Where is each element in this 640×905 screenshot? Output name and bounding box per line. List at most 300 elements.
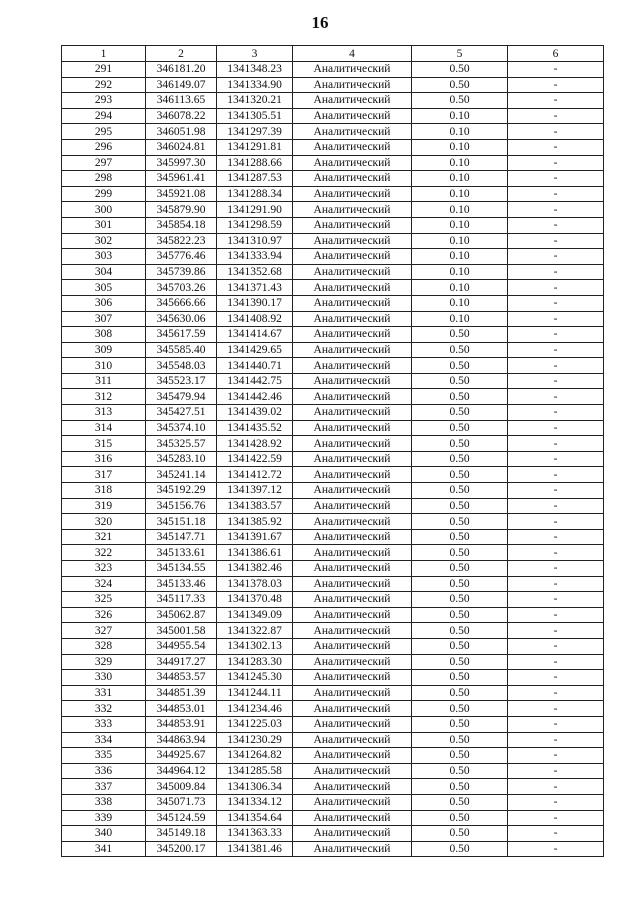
- y-coordinate-cell: 1341302.13: [217, 638, 293, 654]
- table-row: [62, 186, 604, 202]
- method-cell: Аналитический: [293, 685, 412, 701]
- x-coordinate-cell: 345134.55: [146, 561, 217, 577]
- x-coordinate-cell: 346149.07: [146, 77, 217, 93]
- y-coordinate-cell: 1341305.51: [217, 108, 293, 124]
- accuracy-cell: 0.10: [412, 264, 508, 280]
- header-cell-6: 6: [508, 46, 604, 62]
- note-cell: -: [508, 280, 604, 296]
- table-row: [62, 217, 604, 233]
- y-coordinate-cell: 1341334.12: [217, 794, 293, 810]
- point-number-cell: 324: [62, 576, 146, 592]
- method-cell: Аналитический: [293, 373, 412, 389]
- point-number-cell: 309: [62, 342, 146, 358]
- x-coordinate-cell: 344964.12: [146, 763, 217, 779]
- note-cell: -: [508, 249, 604, 265]
- note-cell: -: [508, 498, 604, 514]
- x-coordinate-cell: 345001.58: [146, 623, 217, 639]
- accuracy-cell: 0.10: [412, 139, 508, 155]
- accuracy-cell: 0.50: [412, 561, 508, 577]
- table-row: [62, 295, 604, 311]
- point-number-cell: 322: [62, 545, 146, 561]
- table-row: [62, 498, 604, 514]
- point-number-cell: 330: [62, 670, 146, 686]
- y-coordinate-cell: 1341440.71: [217, 358, 293, 374]
- x-coordinate-cell: 345147.71: [146, 529, 217, 545]
- x-coordinate-cell: 345523.17: [146, 373, 217, 389]
- x-coordinate-cell: 345071.73: [146, 794, 217, 810]
- point-number-cell: 293: [62, 93, 146, 109]
- point-number-cell: 340: [62, 826, 146, 842]
- table-row: [62, 249, 604, 265]
- y-coordinate-cell: 1341408.92: [217, 311, 293, 327]
- point-number-cell: 301: [62, 217, 146, 233]
- table-row: [62, 436, 604, 452]
- x-coordinate-cell: 345666.66: [146, 295, 217, 311]
- note-cell: -: [508, 202, 604, 218]
- method-cell: Аналитический: [293, 295, 412, 311]
- note-cell: -: [508, 826, 604, 842]
- x-coordinate-cell: 345630.06: [146, 311, 217, 327]
- note-cell: -: [508, 545, 604, 561]
- y-coordinate-cell: 1341381.46: [217, 841, 293, 857]
- accuracy-cell: 0.50: [412, 405, 508, 421]
- method-cell: Аналитический: [293, 139, 412, 155]
- note-cell: -: [508, 670, 604, 686]
- accuracy-cell: 0.50: [412, 670, 508, 686]
- note-cell: -: [508, 342, 604, 358]
- accuracy-cell: 0.50: [412, 545, 508, 561]
- point-number-cell: 300: [62, 202, 146, 218]
- table-row: [62, 327, 604, 343]
- method-cell: Аналитический: [293, 841, 412, 857]
- accuracy-cell: 0.50: [412, 327, 508, 343]
- y-coordinate-cell: 1341442.75: [217, 373, 293, 389]
- x-coordinate-cell: 345479.94: [146, 389, 217, 405]
- x-coordinate-cell: 345124.59: [146, 810, 217, 826]
- y-coordinate-cell: 1341320.21: [217, 93, 293, 109]
- table-row: [62, 108, 604, 124]
- y-coordinate-cell: 1341349.09: [217, 607, 293, 623]
- point-number-cell: 320: [62, 514, 146, 530]
- point-number-cell: 336: [62, 763, 146, 779]
- accuracy-cell: 0.50: [412, 701, 508, 717]
- method-cell: Аналитический: [293, 233, 412, 249]
- note-cell: -: [508, 420, 604, 436]
- accuracy-cell: 0.50: [412, 607, 508, 623]
- point-number-cell: 298: [62, 171, 146, 187]
- table-row: [62, 420, 604, 436]
- table-row: [62, 810, 604, 826]
- point-number-cell: 292: [62, 77, 146, 93]
- accuracy-cell: 0.50: [412, 77, 508, 93]
- point-number-cell: 318: [62, 483, 146, 499]
- point-number-cell: 323: [62, 561, 146, 577]
- accuracy-cell: 0.50: [412, 62, 508, 78]
- y-coordinate-cell: 1341287.53: [217, 171, 293, 187]
- y-coordinate-cell: 1341264.82: [217, 748, 293, 764]
- method-cell: Аналитический: [293, 436, 412, 452]
- y-coordinate-cell: 1341334.90: [217, 77, 293, 93]
- x-coordinate-cell: 344853.57: [146, 670, 217, 686]
- point-number-cell: 319: [62, 498, 146, 514]
- table-row: [62, 139, 604, 155]
- point-number-cell: 306: [62, 295, 146, 311]
- table-row: [62, 716, 604, 732]
- note-cell: -: [508, 62, 604, 78]
- x-coordinate-cell: 345997.30: [146, 155, 217, 171]
- point-number-cell: 313: [62, 405, 146, 421]
- note-cell: -: [508, 124, 604, 140]
- accuracy-cell: 0.50: [412, 638, 508, 654]
- x-coordinate-cell: 346051.98: [146, 124, 217, 140]
- accuracy-cell: 0.10: [412, 155, 508, 171]
- note-cell: -: [508, 716, 604, 732]
- point-number-cell: 297: [62, 155, 146, 171]
- note-cell: -: [508, 389, 604, 405]
- accuracy-cell: 0.50: [412, 623, 508, 639]
- point-number-cell: 339: [62, 810, 146, 826]
- point-number-cell: 302: [62, 233, 146, 249]
- x-coordinate-cell: 345192.29: [146, 483, 217, 499]
- method-cell: Аналитический: [293, 155, 412, 171]
- note-cell: -: [508, 514, 604, 530]
- x-coordinate-cell: 345241.14: [146, 467, 217, 483]
- method-cell: Аналитический: [293, 561, 412, 577]
- x-coordinate-cell: 345374.10: [146, 420, 217, 436]
- table-row: [62, 592, 604, 608]
- method-cell: Аналитический: [293, 467, 412, 483]
- x-coordinate-cell: 345739.86: [146, 264, 217, 280]
- x-coordinate-cell: 345200.17: [146, 841, 217, 857]
- method-cell: Аналитический: [293, 638, 412, 654]
- note-cell: -: [508, 139, 604, 155]
- note-cell: -: [508, 217, 604, 233]
- point-number-cell: 314: [62, 420, 146, 436]
- accuracy-cell: 0.50: [412, 685, 508, 701]
- y-coordinate-cell: 1341363.33: [217, 826, 293, 842]
- table-row: [62, 405, 604, 421]
- accuracy-cell: 0.10: [412, 217, 508, 233]
- accuracy-cell: 0.50: [412, 93, 508, 109]
- accuracy-cell: 0.10: [412, 108, 508, 124]
- table-row: [62, 373, 604, 389]
- y-coordinate-cell: 1341298.59: [217, 217, 293, 233]
- y-coordinate-cell: 1341428.92: [217, 436, 293, 452]
- accuracy-cell: 0.50: [412, 732, 508, 748]
- note-cell: -: [508, 763, 604, 779]
- table-row: [62, 233, 604, 249]
- point-number-cell: 325: [62, 592, 146, 608]
- note-cell: -: [508, 295, 604, 311]
- table-row: [62, 77, 604, 93]
- y-coordinate-cell: 1341288.34: [217, 186, 293, 202]
- table-row: [62, 670, 604, 686]
- accuracy-cell: 0.50: [412, 436, 508, 452]
- point-number-cell: 333: [62, 716, 146, 732]
- x-coordinate-cell: 345776.46: [146, 249, 217, 265]
- table-row: [62, 93, 604, 109]
- table-row: [62, 62, 604, 78]
- table-row: [62, 826, 604, 842]
- method-cell: Аналитический: [293, 124, 412, 140]
- note-cell: -: [508, 358, 604, 374]
- header-cell-2: 2: [146, 46, 217, 62]
- note-cell: -: [508, 373, 604, 389]
- x-coordinate-cell: 345325.57: [146, 436, 217, 452]
- note-cell: -: [508, 638, 604, 654]
- point-number-cell: 305: [62, 280, 146, 296]
- note-cell: -: [508, 483, 604, 499]
- y-coordinate-cell: 1341414.67: [217, 327, 293, 343]
- y-coordinate-cell: 1341285.58: [217, 763, 293, 779]
- note-cell: -: [508, 108, 604, 124]
- note-cell: -: [508, 779, 604, 795]
- accuracy-cell: 0.10: [412, 233, 508, 249]
- accuracy-cell: 0.10: [412, 311, 508, 327]
- x-coordinate-cell: 345961.41: [146, 171, 217, 187]
- method-cell: Аналитический: [293, 529, 412, 545]
- table-row: [62, 607, 604, 623]
- y-coordinate-cell: 1341225.03: [217, 716, 293, 732]
- note-cell: -: [508, 155, 604, 171]
- method-cell: Аналитический: [293, 171, 412, 187]
- point-number-cell: 296: [62, 139, 146, 155]
- note-cell: -: [508, 467, 604, 483]
- accuracy-cell: 0.50: [412, 841, 508, 857]
- method-cell: Аналитический: [293, 483, 412, 499]
- note-cell: -: [508, 748, 604, 764]
- x-coordinate-cell: 345151.18: [146, 514, 217, 530]
- note-cell: -: [508, 810, 604, 826]
- note-cell: -: [508, 607, 604, 623]
- y-coordinate-cell: 1341306.34: [217, 779, 293, 795]
- y-coordinate-cell: 1341348.23: [217, 62, 293, 78]
- accuracy-cell: 0.50: [412, 748, 508, 764]
- point-number-cell: 304: [62, 264, 146, 280]
- method-cell: Аналитический: [293, 77, 412, 93]
- point-number-cell: 334: [62, 732, 146, 748]
- accuracy-cell: 0.10: [412, 124, 508, 140]
- x-coordinate-cell: 345548.03: [146, 358, 217, 374]
- x-coordinate-cell: 345149.18: [146, 826, 217, 842]
- y-coordinate-cell: 1341354.64: [217, 810, 293, 826]
- table-row: [62, 124, 604, 140]
- note-cell: -: [508, 732, 604, 748]
- y-coordinate-cell: 1341385.92: [217, 514, 293, 530]
- accuracy-cell: 0.50: [412, 810, 508, 826]
- x-coordinate-cell: 345879.90: [146, 202, 217, 218]
- y-coordinate-cell: 1341283.30: [217, 654, 293, 670]
- y-coordinate-cell: 1341310.97: [217, 233, 293, 249]
- table-row: [62, 514, 604, 530]
- method-cell: Аналитический: [293, 311, 412, 327]
- method-cell: Аналитический: [293, 451, 412, 467]
- point-number-cell: 326: [62, 607, 146, 623]
- table-row: [62, 202, 604, 218]
- x-coordinate-cell: 345921.08: [146, 186, 217, 202]
- point-number-cell: 338: [62, 794, 146, 810]
- accuracy-cell: 0.50: [412, 451, 508, 467]
- point-number-cell: 310: [62, 358, 146, 374]
- point-number-cell: 321: [62, 529, 146, 545]
- point-number-cell: 299: [62, 186, 146, 202]
- page-number: 16: [311, 13, 329, 32]
- note-cell: -: [508, 701, 604, 717]
- table-row: [62, 748, 604, 764]
- header-cell-3: 3: [217, 46, 293, 62]
- point-number-cell: 308: [62, 327, 146, 343]
- y-coordinate-cell: 1341383.57: [217, 498, 293, 514]
- point-number-cell: 332: [62, 701, 146, 717]
- point-number-cell: 331: [62, 685, 146, 701]
- table-row: [62, 529, 604, 545]
- accuracy-cell: 0.50: [412, 342, 508, 358]
- point-number-cell: 295: [62, 124, 146, 140]
- note-cell: -: [508, 623, 604, 639]
- y-coordinate-cell: 1341382.46: [217, 561, 293, 577]
- table-row: [62, 561, 604, 577]
- method-cell: Аналитический: [293, 592, 412, 608]
- method-cell: Аналитический: [293, 186, 412, 202]
- method-cell: Аналитический: [293, 732, 412, 748]
- x-coordinate-cell: 345133.61: [146, 545, 217, 561]
- table-row: [62, 638, 604, 654]
- y-coordinate-cell: 1341352.68: [217, 264, 293, 280]
- accuracy-cell: 0.50: [412, 576, 508, 592]
- y-coordinate-cell: 1341291.90: [217, 202, 293, 218]
- table-body: [62, 46, 604, 857]
- y-coordinate-cell: 1341390.17: [217, 295, 293, 311]
- x-coordinate-cell: 344925.67: [146, 748, 217, 764]
- accuracy-cell: 0.50: [412, 654, 508, 670]
- table-row: [62, 763, 604, 779]
- table-row: [62, 264, 604, 280]
- method-cell: Аналитический: [293, 280, 412, 296]
- method-cell: Аналитический: [293, 701, 412, 717]
- y-coordinate-cell: 1341422.59: [217, 451, 293, 467]
- method-cell: Аналитический: [293, 810, 412, 826]
- note-cell: -: [508, 685, 604, 701]
- method-cell: Аналитический: [293, 654, 412, 670]
- table-row: [62, 389, 604, 405]
- point-number-cell: 291: [62, 62, 146, 78]
- accuracy-cell: 0.50: [412, 358, 508, 374]
- accuracy-cell: 0.50: [412, 763, 508, 779]
- method-cell: Аналитический: [293, 670, 412, 686]
- note-cell: -: [508, 576, 604, 592]
- table-row: [62, 311, 604, 327]
- note-cell: -: [508, 529, 604, 545]
- method-cell: Аналитический: [293, 576, 412, 592]
- x-coordinate-cell: 345133.46: [146, 576, 217, 592]
- note-cell: -: [508, 841, 604, 857]
- point-number-cell: 335: [62, 748, 146, 764]
- note-cell: -: [508, 451, 604, 467]
- note-cell: -: [508, 436, 604, 452]
- point-number-cell: 341: [62, 841, 146, 857]
- method-cell: Аналитический: [293, 826, 412, 842]
- accuracy-cell: 0.50: [412, 716, 508, 732]
- accuracy-cell: 0.50: [412, 794, 508, 810]
- header-cell-5: 5: [412, 46, 508, 62]
- note-cell: -: [508, 794, 604, 810]
- point-number-cell: 329: [62, 654, 146, 670]
- y-coordinate-cell: 1341391.67: [217, 529, 293, 545]
- x-coordinate-cell: 344955.54: [146, 638, 217, 654]
- accuracy-cell: 0.10: [412, 295, 508, 311]
- method-cell: Аналитический: [293, 264, 412, 280]
- note-cell: -: [508, 186, 604, 202]
- method-cell: Аналитический: [293, 763, 412, 779]
- method-cell: Аналитический: [293, 779, 412, 795]
- table-row: [62, 483, 604, 499]
- note-cell: -: [508, 561, 604, 577]
- y-coordinate-cell: 1341435.52: [217, 420, 293, 436]
- point-number-cell: 316: [62, 451, 146, 467]
- note-cell: -: [508, 592, 604, 608]
- x-coordinate-cell: 345283.10: [146, 451, 217, 467]
- table-row: [62, 794, 604, 810]
- table-row: [62, 280, 604, 296]
- accuracy-cell: 0.10: [412, 171, 508, 187]
- point-number-cell: 337: [62, 779, 146, 795]
- table-row: [62, 623, 604, 639]
- method-cell: Аналитический: [293, 794, 412, 810]
- note-cell: -: [508, 327, 604, 343]
- y-coordinate-cell: 1341244.11: [217, 685, 293, 701]
- note-cell: -: [508, 77, 604, 93]
- method-cell: Аналитический: [293, 623, 412, 639]
- method-cell: Аналитический: [293, 342, 412, 358]
- y-coordinate-cell: 1341397.12: [217, 483, 293, 499]
- accuracy-cell: 0.50: [412, 514, 508, 530]
- accuracy-cell: 0.50: [412, 420, 508, 436]
- y-coordinate-cell: 1341297.39: [217, 124, 293, 140]
- y-coordinate-cell: 1341230.29: [217, 732, 293, 748]
- x-coordinate-cell: 345062.87: [146, 607, 217, 623]
- y-coordinate-cell: 1341291.81: [217, 139, 293, 155]
- point-number-cell: 303: [62, 249, 146, 265]
- method-cell: Аналитический: [293, 748, 412, 764]
- point-number-cell: 312: [62, 389, 146, 405]
- x-coordinate-cell: 344853.91: [146, 716, 217, 732]
- table-row: [62, 576, 604, 592]
- x-coordinate-cell: 346078.22: [146, 108, 217, 124]
- table-row: [62, 701, 604, 717]
- accuracy-cell: 0.50: [412, 826, 508, 842]
- note-cell: -: [508, 311, 604, 327]
- y-coordinate-cell: 1341378.03: [217, 576, 293, 592]
- accuracy-cell: 0.50: [412, 498, 508, 514]
- x-coordinate-cell: 345617.59: [146, 327, 217, 343]
- accuracy-cell: 0.50: [412, 592, 508, 608]
- method-cell: Аналитический: [293, 514, 412, 530]
- method-cell: Аналитический: [293, 545, 412, 561]
- accuracy-cell: 0.10: [412, 186, 508, 202]
- table-row: [62, 171, 604, 187]
- table-row: [62, 732, 604, 748]
- point-number-cell: 328: [62, 638, 146, 654]
- method-cell: Аналитический: [293, 607, 412, 623]
- method-cell: Аналитический: [293, 405, 412, 421]
- y-coordinate-cell: 1341412.72: [217, 467, 293, 483]
- x-coordinate-cell: 346181.20: [146, 62, 217, 78]
- x-coordinate-cell: 344853.01: [146, 701, 217, 717]
- note-cell: -: [508, 654, 604, 670]
- header-cell-4: 4: [293, 46, 412, 62]
- method-cell: Аналитический: [293, 420, 412, 436]
- method-cell: Аналитический: [293, 327, 412, 343]
